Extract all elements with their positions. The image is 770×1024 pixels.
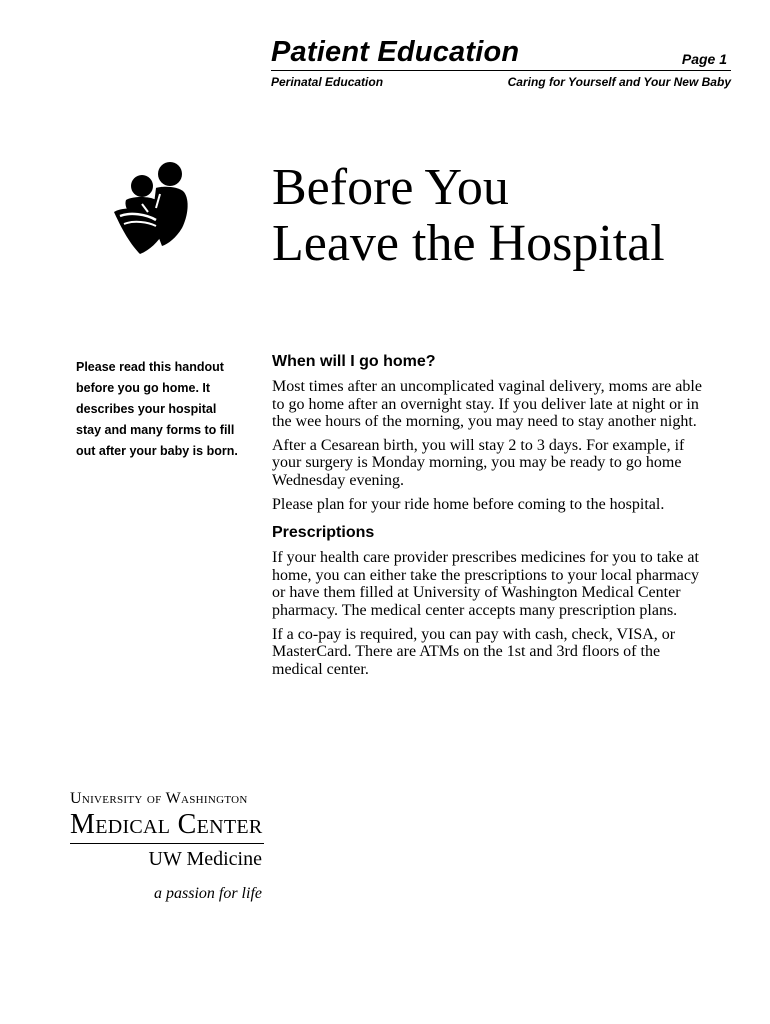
main-content [272, 352, 712, 684]
paragraph: Please plan for your ride home before coming to the hospital. [272, 495, 665, 513]
paragraph: Most times after an uncomplicated vaginal delivery, moms are able to go home after an overnight stay. If you deliver late at night or in the wee hours of the morning, you may need to stay another night. [272, 378, 702, 431]
sidebar-note: Please read this handout before you go home. It describes your hospital stay and many forms to fill out after your baby is born. [76, 360, 238, 458]
header-title-row [271, 30, 731, 71]
department-label: Perinatal Education [271, 75, 384, 89]
institution-name-line-1: University of Washington [70, 790, 248, 807]
paragraph: If your health care provider prescribes medicines for you to take at home, you can either take the prescriptions to your local pharmacy or have them filled at University of Washington Medical Center pharmacy. The medical center accepts many prescription plans. [272, 549, 699, 619]
section-going-home [272, 352, 712, 513]
page-number: Page 1 [681, 51, 727, 67]
title-line-2: Leave the Hospital [272, 215, 665, 272]
parents-with-baby-icon [112, 160, 190, 256]
brand-name: UW Medicine [148, 848, 262, 870]
institution-logo [70, 789, 266, 904]
series-title: Patient Education [271, 36, 520, 68]
paragraph: If a co-pay is required, you can pay with cash, check, VISA, or MasterCard. There are ATMs on the 1st and 3rd floors of the medical center. [272, 625, 676, 678]
document-title [272, 160, 742, 272]
institution-name-line-2: Medical Center [70, 809, 263, 840]
tagline: a passion for life [153, 885, 262, 902]
page-header [271, 30, 731, 89]
section-heading: When will I go home? [272, 353, 436, 370]
title-line-1: Before You [272, 159, 509, 216]
paragraph: After a Cesarean birth, you will stay 2 to 3 days. For example, if your surgery is Monday morning, you may be ready to go home Wednesday evening. [272, 436, 685, 489]
logo-divider [70, 843, 264, 844]
header-subtitle-row [271, 75, 731, 89]
section-heading: Prescriptions [272, 524, 375, 542]
topic-label: Caring for Yourself and Your New Baby [507, 75, 731, 89]
section-prescriptions [272, 523, 712, 678]
